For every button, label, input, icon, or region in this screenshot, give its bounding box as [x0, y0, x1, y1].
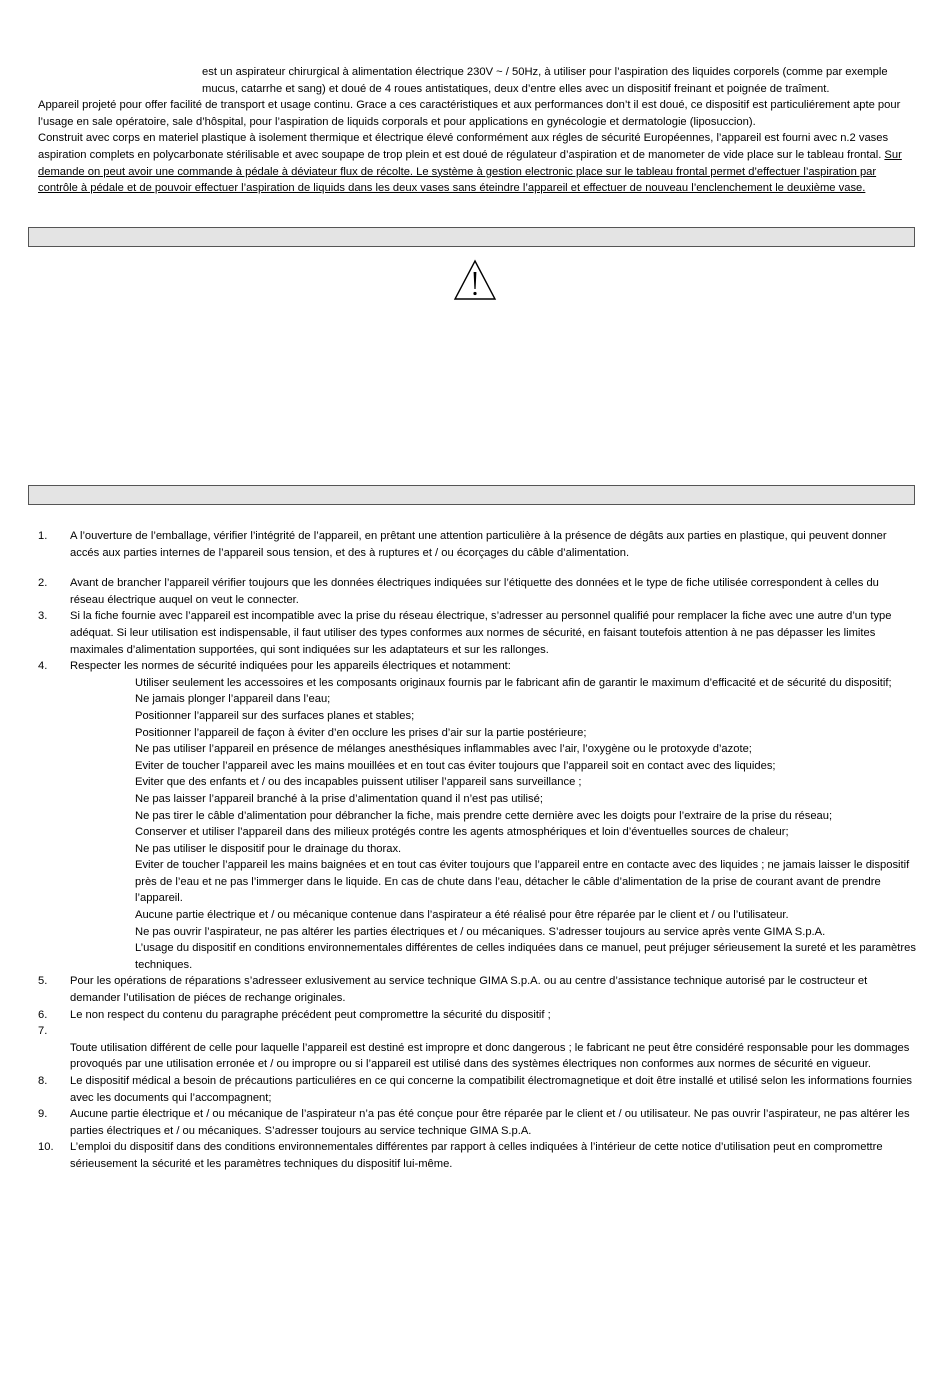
- intro-paragraph-1: est un aspirateur chirurgical à alimentation électrique 230V ~ / 50Hz, à utiliser pour l’aspiration des liquides corporels (comme par exemple mucus, catarrhe et sang) et doué de 4 roues antistatiques, deux d’entre elles avec un dispositif freinant et poignée de traîment.: [202, 66, 888, 95]
- list-item-text: Toute utilisation différent de celle pour laquelle l’appareil est destiné est impropre et donc dangerous ; le fabricant ne peut être considéré responsable pour les dommages provoqués par une utilisation erronée et / ou impropre ou si l’appareil est utilisé dans des systèmes électriques non conformes aux normes de sécurité en vigueur.: [70, 1041, 910, 1071]
- list-item-text: Le non respect du contenu du paragraphe précédent peut compromettre la sécurité du dispositif ;: [70, 1008, 551, 1021]
- list-number: 9.: [38, 1108, 48, 1121]
- list-item-8: [38, 1073, 916, 1106]
- list-number: 1.: [38, 530, 48, 542]
- list-item-6: [38, 1007, 916, 1024]
- warning-triangle-icon: [452, 258, 498, 302]
- sub-list-item: Conserver et utiliser l’appareil dans des milieux protégés contre les agents atmosphériques et loin d’éventuelles sources de chaleur;: [135, 826, 789, 839]
- list-number: 3.: [38, 610, 48, 623]
- sub-list-item: Eviter de toucher l’appareil avec les mains mouillées et en tout cas éviter toujours que l’appareil soit en contact avec des liquides;: [135, 759, 776, 772]
- sub-list-item: Ne pas utiliser l’appareil en présence de mélanges anesthésiques inflammables avec l’air, l’oxygène ou le protoxyde d’azote;: [135, 743, 752, 756]
- list-item-text: Avant de brancher l’appareil vérifier toujours que les données électriques indiquées sur l’étiquette des données et le type de fiche utilisée correspondent à celles du réseau électrique auquel on veut le connecter.: [70, 577, 879, 606]
- intro-paragraph-2: Appareil projeté pour offer facilité de transport et usage continu. Grace a ces caractéristiques et aux performances don’t il est doué, ce dispositif est particuliérement apte pour l’usage en sale opératoire, sale d’hôspital, pour l’aspiration de liquids corporals et pour applications en gynécologie et dermatologie (liposuccion).: [38, 99, 901, 128]
- sub-list-item: Ne pas tirer le câble d’alimentation pour débrancher la fiche, mais prendre cette dernière avec les doigts pour l’extraire de la prise du réseau;: [135, 809, 833, 822]
- list-number: 7.: [38, 1025, 48, 1038]
- sub-list-item: Ne pas laisser l’appareil branché à la prise d’alimentation quand il n’est pas utilisé;: [135, 792, 543, 805]
- list-item-7: [38, 1023, 916, 1073]
- list-item-text: L’emploi du dispositif dans des conditions environnementales différentes par rapport à celles indiquées à l’intérieur de cette notice d’utilisation peut en compromettre sérieusement la sécurité et les paramètres techniques du dispositif lui-même.: [70, 1141, 883, 1170]
- safety-list: [38, 528, 916, 1173]
- sub-list: [70, 675, 916, 974]
- list-item-2: [38, 575, 916, 608]
- list-number: 6.: [38, 1008, 48, 1021]
- intro-paragraph-3-underlined: Sur demande on peut avoir une commande à pédale à déviateur flux de récolte. Le système à gestion electronic place sur le tableau frontal permet d’effectuer l’aspiration par contrôle à pédale et de pouvoir effectuer l’aspiration de liquids dans les deux vases sans éteindre l’appareil et effectuer de nouveau l’enclenchement le deuxième vase.: [38, 148, 902, 195]
- list-item-text: Le dispositif médical a besoin de précautions particuliéres en ce qui concerne la compatibilit électromagnetique et doit être installé et utilisé selon les informations fournies avec les documents qui l’accompagnent;: [70, 1075, 913, 1104]
- sub-list-item: Ne pas ouvrir l’aspirateur, ne pas altérer les parties électriques et / ou mécaniques. S’adresser toujours au service après vente GIMA S.p.A.: [135, 925, 826, 938]
- sub-list-item: Utiliser seulement les accessoires et les composants originaux fournis par le fabricant afin de garantir le maximum d’efficacité et de sécurité du dispositif;: [135, 676, 892, 689]
- intro-paragraph-3: [38, 130, 916, 196]
- sub-list-item: Positionner l’appareil de façon à éviter d’en occlure les prises d’air sur la partie postérieure;: [135, 726, 587, 739]
- list-number: 10.: [38, 1141, 54, 1154]
- intro-paragraph-3-text: Construit avec corps en materiel plastique à isolement thermique et électrique élevé conformément aux régles de sécurité Européennes, l’appareil est fourni avec n.2 vases aspiration complets en polycarbonate stérilisable et avec soupape de trop plein et est doué de régulateur d’aspiration et de manometer de vide place sur le tableau frontal.: [38, 132, 889, 161]
- intro-section: [38, 64, 916, 197]
- list-item-10: [38, 1139, 916, 1172]
- list-item-text: Aucune partie électrique et / ou mécanique de l’aspirateur n’a pas été conçue pour être réparée par le client et / ou utilisateur. Ne pas ouvrir l’aspirateur, ne pas altérer les parties électriques et / ou mécaniques. S’adresser toujours au service technique GIMA S.p.A.: [70, 1108, 910, 1137]
- list-item-text: A l’ouverture de l’emballage, vérifier l’intégrité de l’appareil, en prêtant une attention particulière à la présence de dégâts aux parties en plastique, qui peuvent donner accés aux parties internes de l’appareil sous tension, et des à ruptures et / ou écorçages du câble d’alimentation.: [70, 530, 887, 559]
- list-item-3: [38, 608, 916, 658]
- sub-list-item: Positionner l’appareil sur des surfaces planes et stables;: [135, 709, 415, 722]
- sub-list-item: Ne pas utiliser le dispositif pour le drainage du thorax.: [135, 842, 402, 855]
- list-number: 2.: [38, 577, 48, 590]
- list-number: 5.: [38, 975, 48, 988]
- list-item-1: [38, 528, 916, 561]
- sub-list-item: Aucune partie électrique et / ou mécanique contenue dans l’aspirateur a été réalisé pour être réparée par le client et / ou l’utilisateur.: [135, 909, 789, 922]
- list-item-9: [38, 1106, 916, 1139]
- section-header-bar-1: [28, 227, 915, 247]
- list-item-4: [38, 658, 916, 973]
- sub-list-item: Eviter de toucher l’appareil les mains baignées et en tout cas éviter toujours que l’appareil entre en contacte avec des liquides ; ne jamais laisser le dispositif près de l’eau et ne pas l’immerger dans le liquide. En cas de chute dans l’eau, détacher le câble d’alimentation de la prise de courant avant de prendre l’appareil.: [135, 859, 910, 905]
- list-item-text: Pour les opérations de réparations s’adresseer exlusivement au service technique GIMA S.p.A. ou au centre d’assistance technique autorisé par le costructeur et demander l’utilisation de piéces de rechange originales.: [70, 975, 868, 1005]
- list-item-text: Respecter les normes de sécurité indiquées pour les appareils électriques et notamment:: [70, 660, 511, 673]
- list-number: 4.: [38, 660, 48, 673]
- sub-list-item: Ne jamais plonger l’appareil dans l’eau;: [135, 693, 331, 706]
- list-number: 8.: [38, 1075, 48, 1087]
- sub-list-item: Eviter que des enfants et / ou des incapables puissent utiliser l’appareil sans surveillance ;: [135, 776, 582, 789]
- sub-list-item: L’usage du dispositif en conditions environnementales différentes de celles indiquées dans ce manuel, peut préjuger sérieusement la sureté et les paramètres techniques.: [135, 942, 916, 971]
- list-item-5: [38, 973, 916, 1006]
- list-item-text: Si la fiche fournie avec l’appareil est incompatible avec la prise du réseau électrique, s’adresser au personnel qualifié pour remplacer la fiche avec une autre d’un type adéquat. Si leur utilisation est indispensable, il faut utiliser des types conformes aux normes de sécurité, en faisant toutefois attention à ne pas dépasser les limites maximales d’alimentation supportées, qui sont indiquées sur les adaptateurs et sur les rallonges.: [70, 610, 892, 656]
- section-header-bar-2: [28, 485, 915, 505]
